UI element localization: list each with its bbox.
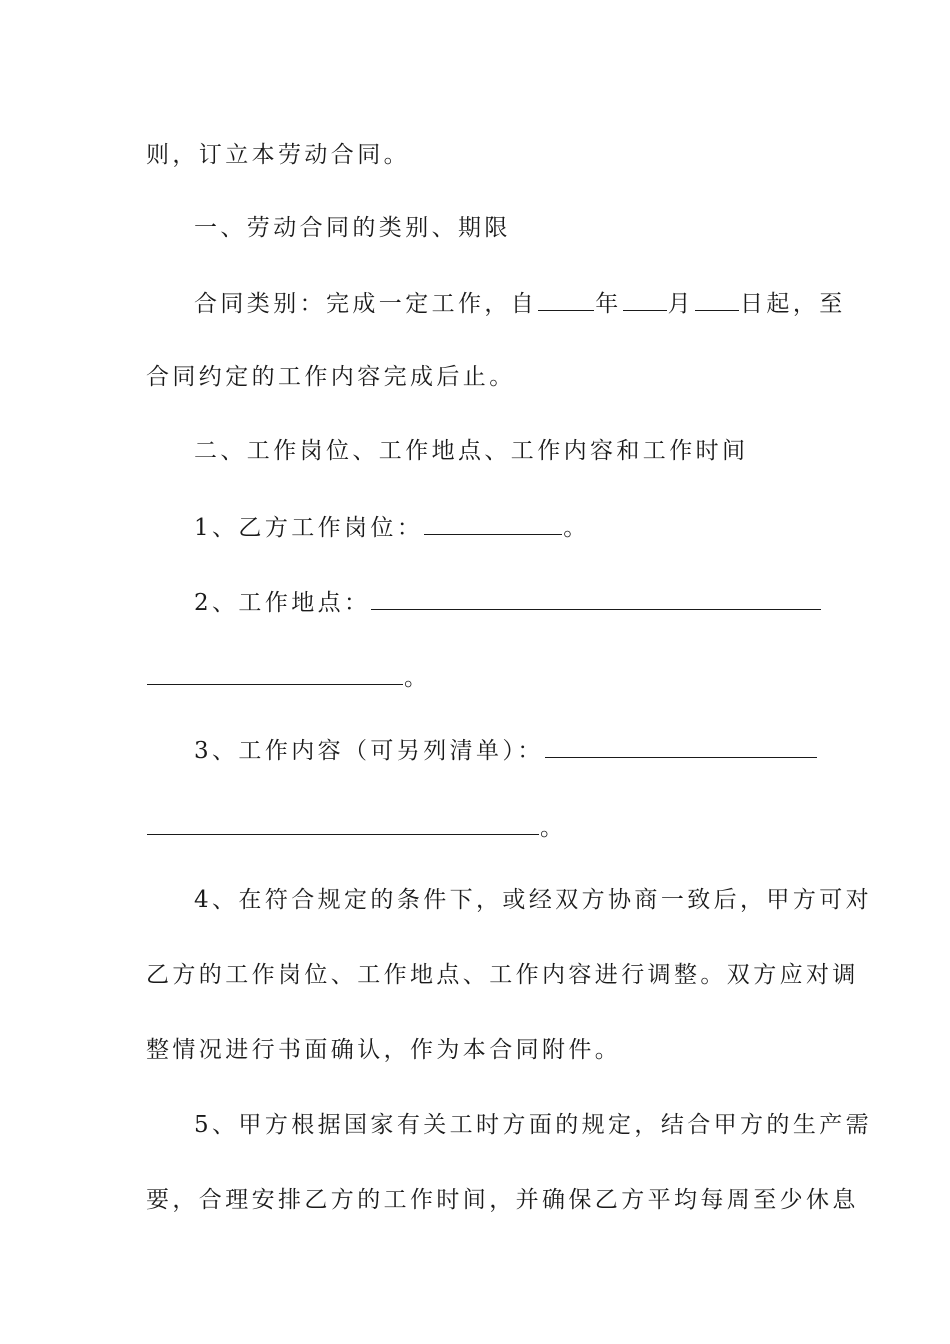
text-span: 则，订立本劳动合同。 <box>146 142 410 168</box>
text-span: 合同类别：完成一定工作，自 <box>194 291 538 317</box>
text-span: 要，合理安排乙方的工作时间，并确保乙方平均每周至少休息 <box>146 1187 859 1213</box>
position-line <box>194 512 806 543</box>
heading-text: 二、工作岗位、工作地点、工作内容和工作时间 <box>194 438 749 464</box>
location-continued-line <box>146 662 806 693</box>
section-heading-2 <box>194 436 806 466</box>
month-blank[interactable] <box>623 288 667 311</box>
contract-type-line <box>194 288 846 319</box>
text-span: 乙方的工作岗位、工作地点、工作内容进行调整。双方应对调 <box>146 962 859 988</box>
location-blank-continued[interactable] <box>147 662 403 685</box>
position-blank[interactable] <box>424 512 562 535</box>
text-span: 。 <box>404 665 431 691</box>
paragraph-line <box>146 1185 859 1215</box>
text-span: 4、在符合规定的条件下，或经双方协商一致后，甲方可对 <box>194 887 873 913</box>
text-span: 年 <box>595 291 622 317</box>
year-blank[interactable] <box>538 288 594 311</box>
paragraph-line <box>146 960 859 990</box>
paragraph-line <box>146 362 806 392</box>
paragraph-line <box>194 1110 873 1140</box>
content-line <box>194 735 806 766</box>
content-continued-line <box>146 812 806 843</box>
content-blank[interactable] <box>545 735 817 758</box>
text-span: 3、工作内容（可另列清单）： <box>194 738 544 764</box>
content-blank-continued[interactable] <box>147 812 539 835</box>
location-blank[interactable] <box>371 587 821 610</box>
section-heading-1 <box>194 213 806 243</box>
text-span: 。 <box>540 815 567 841</box>
day-blank[interactable] <box>695 288 739 311</box>
paragraph-line <box>146 1035 806 1065</box>
paragraph-line <box>194 885 873 915</box>
text-span: 1、乙方工作岗位： <box>194 515 424 541</box>
text-span: 5、甲方根据国家有关工时方面的规定，结合甲方的生产需 <box>194 1112 873 1138</box>
text-span: 日起，至 <box>740 291 846 317</box>
location-line <box>194 587 806 618</box>
text-span: 2、工作地点： <box>194 590 371 616</box>
paragraph-line <box>146 140 806 170</box>
text-span: 。 <box>563 515 590 541</box>
text-span: 整情况进行书面确认，作为本合同附件。 <box>146 1037 622 1063</box>
heading-text: 一、劳动合同的类别、期限 <box>194 215 511 241</box>
text-span: 合同约定的工作内容完成后止。 <box>146 364 516 390</box>
text-span: 月 <box>667 291 695 317</box>
